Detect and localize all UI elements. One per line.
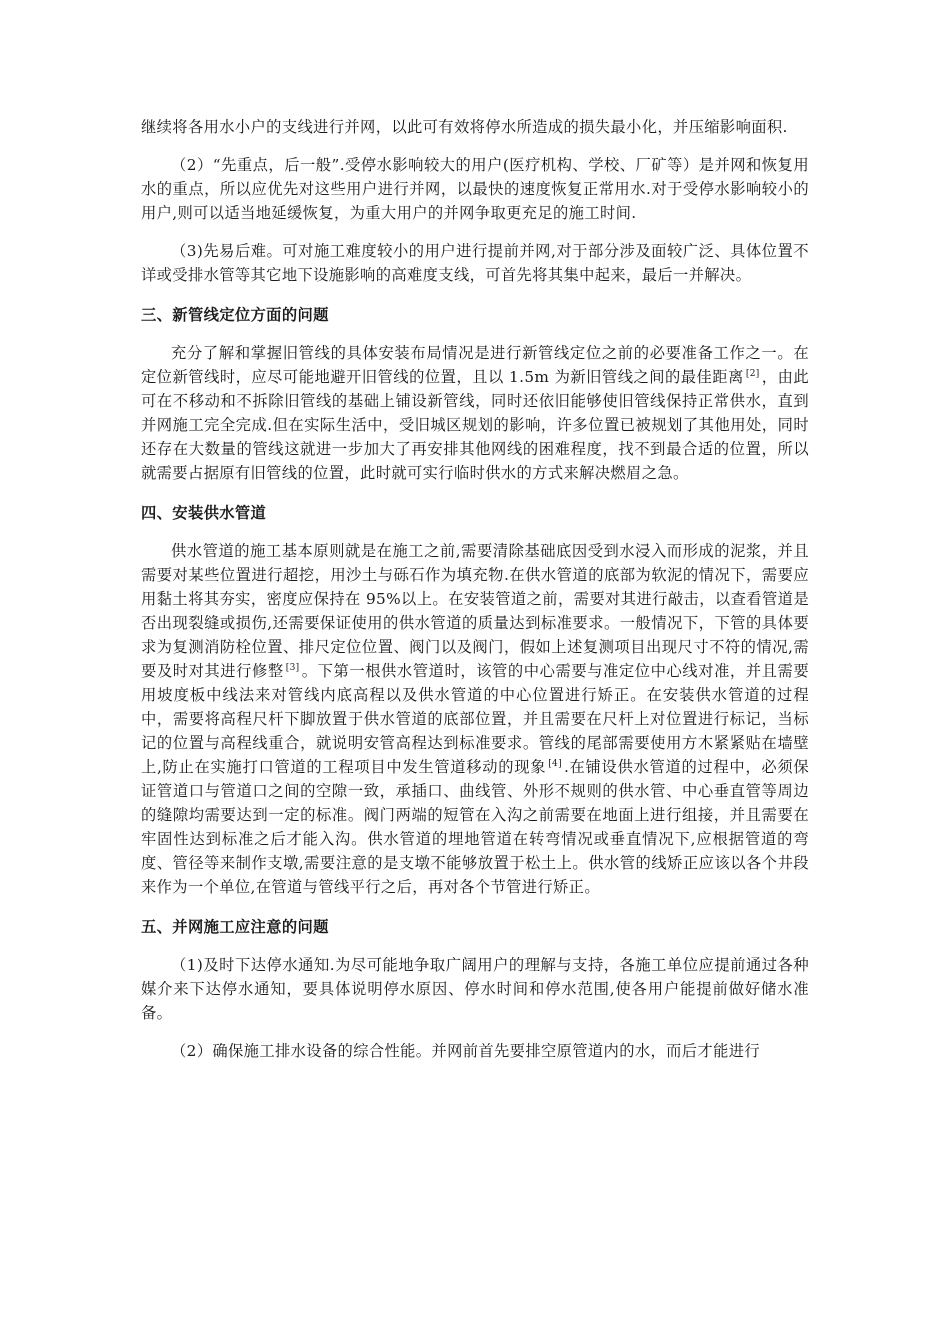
section-3-text-a: 充分了解和掌握旧管线的具体安装布局情况是进行新管线定位之前的必要准备工作之一。在定位新管线时，应尽可能地避开旧管线的位置，且以 1.5m 为新旧管线之间的最佳距离 xyxy=(141,344,809,386)
section-heading-4: 四、安装供水管道 xyxy=(141,504,267,522)
citation-4: [4] xyxy=(548,759,562,769)
document-body xyxy=(141,115,809,1077)
paragraph-easy-first-rule: （3)先易后难。可对施工难度较小的用户进行提前并网,对于部分涉及面较广泛、具体位置不详或受排水管等其它地下设施影响的高难度支线，可首先将其集中起来，最后一并解决。 xyxy=(141,242,809,284)
paragraph-priority-rule: （2）“先重点，后一般”.受停水影响较大的用户(医疗机构、学校、厂矿等）是并网和恢复用水的重点，所以应优先对这些用户进行并网，以最快的速度恢复正常用水.对于受停水影响较小的用户,则可以适当地延缓恢复，为重大用户的并网争取更充足的施工时间. xyxy=(141,156,809,222)
section-5-paragraph-1: （1)及时下达停水通知.为尽可能地争取广阔用户的理解与支持，各施工单位应提前通过各种媒介来下达停水通知，要具体说明停水原因、停水时间和停水范围,使各用户能提前做好储水准备。 xyxy=(141,956,809,1022)
section-4-paragraph xyxy=(141,539,809,899)
section-3-paragraph xyxy=(141,341,809,485)
section-4-text-b: 。下第一根供水管道时，该管的中心需要与准定位中心线对准，并且需要用坡度板中线法来对管线内底高程以及供水管道的中心位置进行矫正。在安装供水管道的过程中，需要将高程尺杆下脚放置于供水管道的底部位置，并且需要在尺杆上对位置进行标记，当标记的位置与高程线重合，就说明安管高程达到标准要求。管线的尾部需要使用方木紧紧贴在墙壁上,防止在实施打口管道的工程项目中发生管道移动的现象 xyxy=(141,662,810,776)
citation-2: [2] xyxy=(745,369,760,379)
section-4-text-a: 供水管道的施工基本原则就是在施工之前,需要清除基础底因受到水浸入而形成的泥浆，并且需要对某些位置进行超挖，用沙土与砾石作为填充物.在供水管道的底部为软泥的情况下，需要应用黏土将其夯实，密度应保持在 95%以上。在安装管道之前，需要对其进行敲击，以查看管道是否出现裂缝或损伤,还需要保证使用的供水管道的质量达到标准要求。一般情况下，下管的具体要求为复测消防栓位置、排尺定位位置、阀门以及阀门，假如上述复测项目出现尺寸不符的情况,需要及时对其进行修整 xyxy=(141,542,809,680)
section-heading-5: 五、并网施工应注意的问题 xyxy=(141,918,329,936)
section-heading-3: 三、新管线定位方面的问题 xyxy=(141,306,329,324)
citation-3: [3] xyxy=(285,663,300,673)
section-3-text-b: ，由此可在不移动和不拆除旧管线的基础上铺设新管线，同时还依旧能够使旧管线保持正常供水，直到并网施工完全完成.但在实际生活中，受旧城区规划的影响，许多位置已被规划了其他用处，同时还存在大数量的管线这就进一步加大了再安排其他网线的困难程度，找不到最合适的位置，所以就需要占据原有旧管线的位置，此时就可实行临时供水的方式来解决燃眉之急。 xyxy=(141,368,809,482)
section-5-paragraph-2: （2）确保施工排水设备的综合性能。并网前首先要排空原管道内的水，而后才能进行 xyxy=(171,1042,761,1060)
section-4-text-c: .在铺设供水管道的过程中，必须保证管道口与管道口之间的空隙一致，承插口、曲线管、外形不规则的供水管、中心垂直管等周边的缝隙均需要达到一定的标准。阀门两端的短管在入沟之前需要在地面上进行组接，并且需要在牢固性达到标准之后才能入沟。供水管道的埋地管道在转弯情况或垂直情况下,应根据管道的弯度、管径等来制作支墩,需要注意的是支墩不能够放置于松土上。供水管的线矫正应该以各个井段来作为一个单位,在管道与管线平行之后，再对各个节管进行矫正。 xyxy=(141,758,809,896)
paragraph-continuation: 继续将各用水小户的支线进行并网，以此可有效将停水所造成的损失最小化，并压缩影响面积. xyxy=(141,118,788,136)
